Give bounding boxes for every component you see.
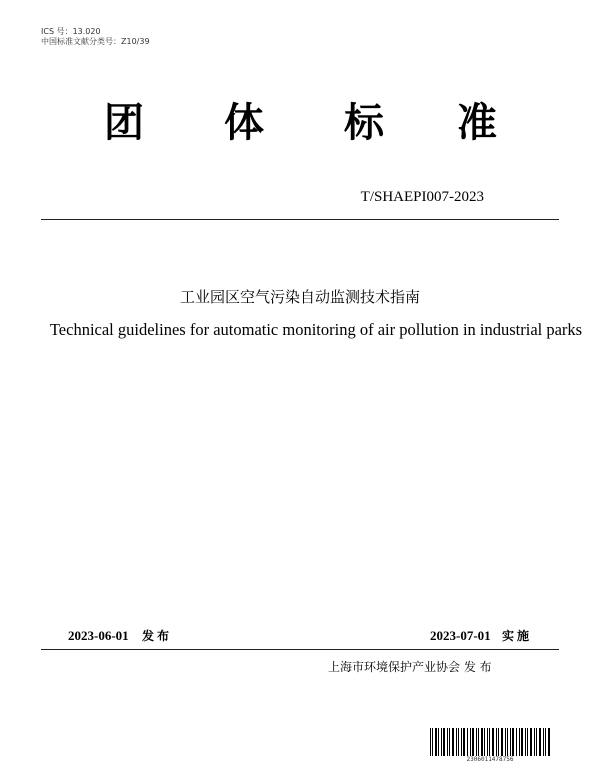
title-char: 标 [344, 100, 384, 146]
ics-code: ICS 号：13.020 [41, 27, 101, 36]
title-char: 准 [457, 100, 497, 146]
main-title [0, 100, 600, 146]
standard-number: T/SHAEPI007-2023 [360, 189, 484, 205]
title-char: 团 [104, 100, 144, 146]
publish-date: 2023-06-01 [68, 628, 129, 643]
barcode-number: 2306011478756 [466, 756, 514, 763]
publisher: 上海市环境保护产业协会 发 布 [328, 660, 492, 674]
publish-label: 发布 [142, 629, 173, 643]
implement-date: 2023-07-01 [430, 628, 491, 643]
title-char: 体 [224, 100, 264, 146]
ccs-code: 中国标准文献分类号：Z10/39 [41, 37, 150, 46]
top-divider [41, 219, 559, 220]
implement-label: 实施 [502, 629, 533, 643]
document-title-en: Technical guidelines for automatic monitoring of air pollution in industrial parks [49, 320, 583, 339]
bottom-divider [41, 649, 559, 650]
document-title-cn: 工业园区空气污染自动监测技术指南 [179, 288, 420, 306]
barcode [430, 728, 550, 756]
